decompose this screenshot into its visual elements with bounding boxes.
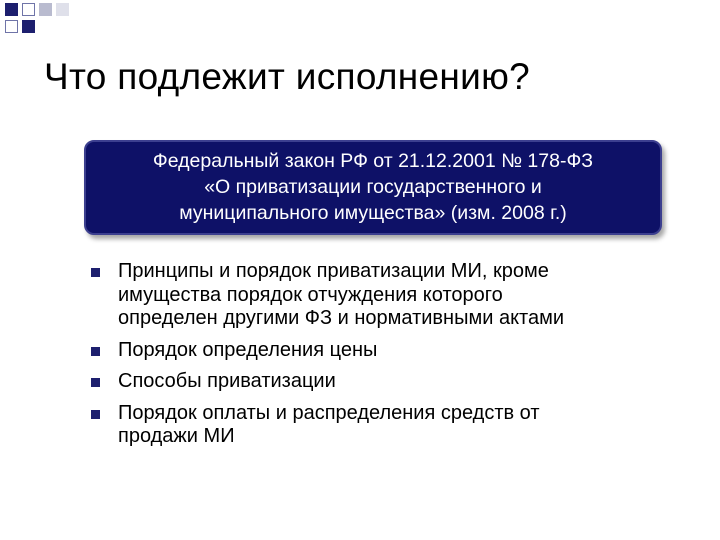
bullet-text: Порядок оплаты и распределения средств от — [118, 401, 540, 424]
decor-square — [22, 20, 35, 33]
bullet-item — [90, 339, 700, 363]
bullet-text: продажи МИ — [118, 425, 235, 447]
square-bullet-icon — [91, 410, 100, 419]
decor-square — [5, 3, 18, 16]
decor-square — [39, 3, 52, 16]
decor-square — [22, 3, 35, 16]
bullet-item — [90, 370, 700, 394]
bullet-text: Способы приватизации — [118, 370, 336, 392]
decor-square — [5, 20, 18, 33]
law-line: «О приватизации государственного и — [204, 176, 542, 198]
bullet-text: имущества порядок отчуждения которого — [118, 283, 503, 306]
decorative-square-grid — [0, 0, 720, 40]
square-bullet-icon — [91, 268, 100, 277]
decor-square — [56, 3, 69, 16]
law-reference-box — [84, 140, 662, 235]
law-line: муниципального имущества» (изм. 2008 г.) — [179, 202, 567, 224]
bullet-text: Порядок определения цены — [118, 338, 378, 361]
slide-title: Что подлежит исполнению? — [44, 56, 531, 97]
bullet-item — [90, 260, 700, 331]
square-bullet-icon — [91, 347, 100, 356]
law-line: Федеральный закон РФ от 21.12.2001 № 178-ФЗ — [152, 150, 594, 172]
square-bullet-icon — [91, 378, 100, 387]
bullet-text: определен другими ФЗ и нормативными актами — [118, 307, 565, 329]
bullet-list — [90, 260, 700, 457]
bullet-text: Принципы и порядок приватизации МИ, кроме — [118, 260, 549, 282]
bullet-item — [90, 402, 700, 449]
